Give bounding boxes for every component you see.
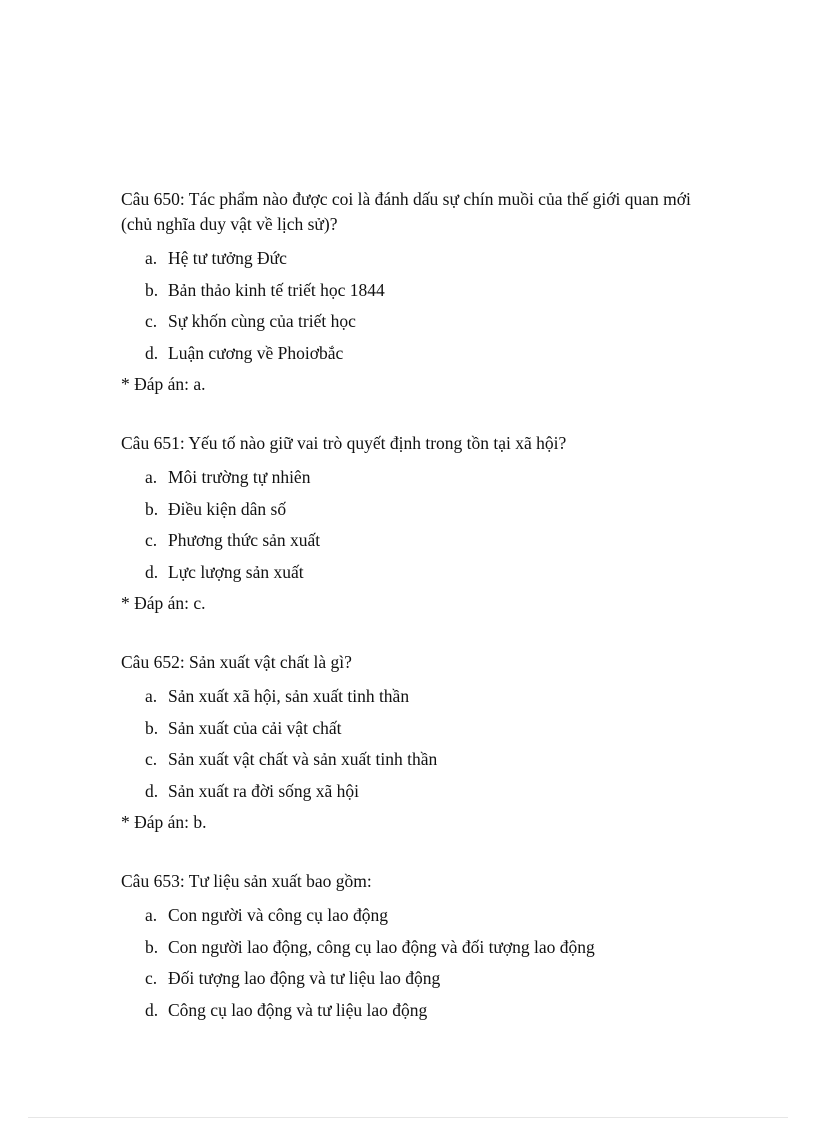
- option-letter: b.: [145, 279, 159, 300]
- option-letter: d.: [145, 780, 159, 801]
- option-letter: d.: [145, 999, 159, 1020]
- option-text: Đối tượng lao động và tư liệu lao động: [168, 968, 441, 988]
- option-letter: b.: [145, 717, 159, 738]
- option-letter: a.: [145, 905, 158, 925]
- option-letter: a.: [145, 467, 158, 487]
- option-c: [121, 525, 711, 557]
- answer-key: * Đáp án: b.: [121, 812, 207, 832]
- option-a: [121, 900, 711, 932]
- question-text: Câu 650: Tác phẩm nào được coi là đánh dấu sự chín muồi của thế giới quan mới (chủ nghĩa duy vật về lịch sử)?: [121, 189, 691, 234]
- option-d: [121, 557, 711, 589]
- option-letter: c.: [145, 311, 158, 331]
- option-list: [121, 900, 711, 1026]
- option-letter: a.: [145, 248, 158, 268]
- option-text: Bản thảo kinh tế triết học 1844: [168, 279, 385, 300]
- question-651: [121, 431, 711, 620]
- option-text: Phương thức sản xuất: [168, 530, 321, 550]
- question-text: Câu 652: Sản xuất vật chất là gì?: [121, 652, 352, 672]
- option-text: Điều kiện dân số: [168, 498, 287, 519]
- option-b: [121, 713, 711, 745]
- option-letter: c.: [145, 968, 158, 988]
- option-d: [121, 338, 711, 370]
- option-list: [121, 681, 711, 807]
- option-a: [121, 681, 711, 713]
- option-text: Con người lao động, công cụ lao động và đối tượng lao động: [168, 936, 595, 957]
- option-a: [121, 462, 711, 494]
- option-b: [121, 932, 711, 964]
- option-text: Sản xuất ra đời sống xã hội: [168, 780, 360, 801]
- option-letter: d.: [145, 561, 159, 582]
- answer-key: * Đáp án: a.: [121, 374, 206, 394]
- option-letter: a.: [145, 686, 158, 706]
- option-b: [121, 494, 711, 526]
- question-text: Câu 651: Yếu tố nào giữ vai trò quyết định trong tồn tại xã hội?: [121, 433, 567, 453]
- option-text: Môi trường tự nhiên: [168, 467, 311, 487]
- option-text: Luận cương về Phoiơbắc: [168, 342, 344, 363]
- option-c: [121, 306, 711, 338]
- option-letter: c.: [145, 749, 158, 769]
- question-653: [121, 869, 711, 1026]
- option-a: [121, 243, 711, 275]
- option-d: [121, 995, 711, 1027]
- option-c: [121, 744, 711, 776]
- option-text: Con người và công cụ lao động: [168, 905, 388, 925]
- option-text: Công cụ lao động và tư liệu lao động: [168, 999, 428, 1020]
- option-text: Lực lượng sản xuất: [168, 561, 304, 582]
- option-letter: b.: [145, 498, 159, 519]
- page-bottom-divider: [28, 1117, 788, 1118]
- option-letter: c.: [145, 530, 158, 550]
- option-text: Sản xuất vật chất và sản xuất tinh thần: [168, 749, 438, 769]
- option-text: Sản xuất xã hội, sản xuất tinh thần: [168, 686, 410, 706]
- option-list: [121, 462, 711, 588]
- option-d: [121, 776, 711, 808]
- option-list: [121, 243, 711, 369]
- option-text: Hệ tư tưởng Đức: [168, 248, 287, 268]
- question-text: Câu 653: Tư liệu sản xuất bao gồm:: [121, 871, 372, 891]
- option-letter: d.: [145, 342, 159, 363]
- question-652: [121, 650, 711, 839]
- option-b: [121, 275, 711, 307]
- answer-key: * Đáp án: c.: [121, 593, 206, 613]
- option-text: Sản xuất của cải vật chất: [168, 717, 342, 738]
- option-letter: b.: [145, 936, 159, 957]
- question-650: [121, 187, 711, 401]
- option-text: Sự khốn cùng của triết học: [168, 311, 356, 331]
- option-c: [121, 963, 711, 995]
